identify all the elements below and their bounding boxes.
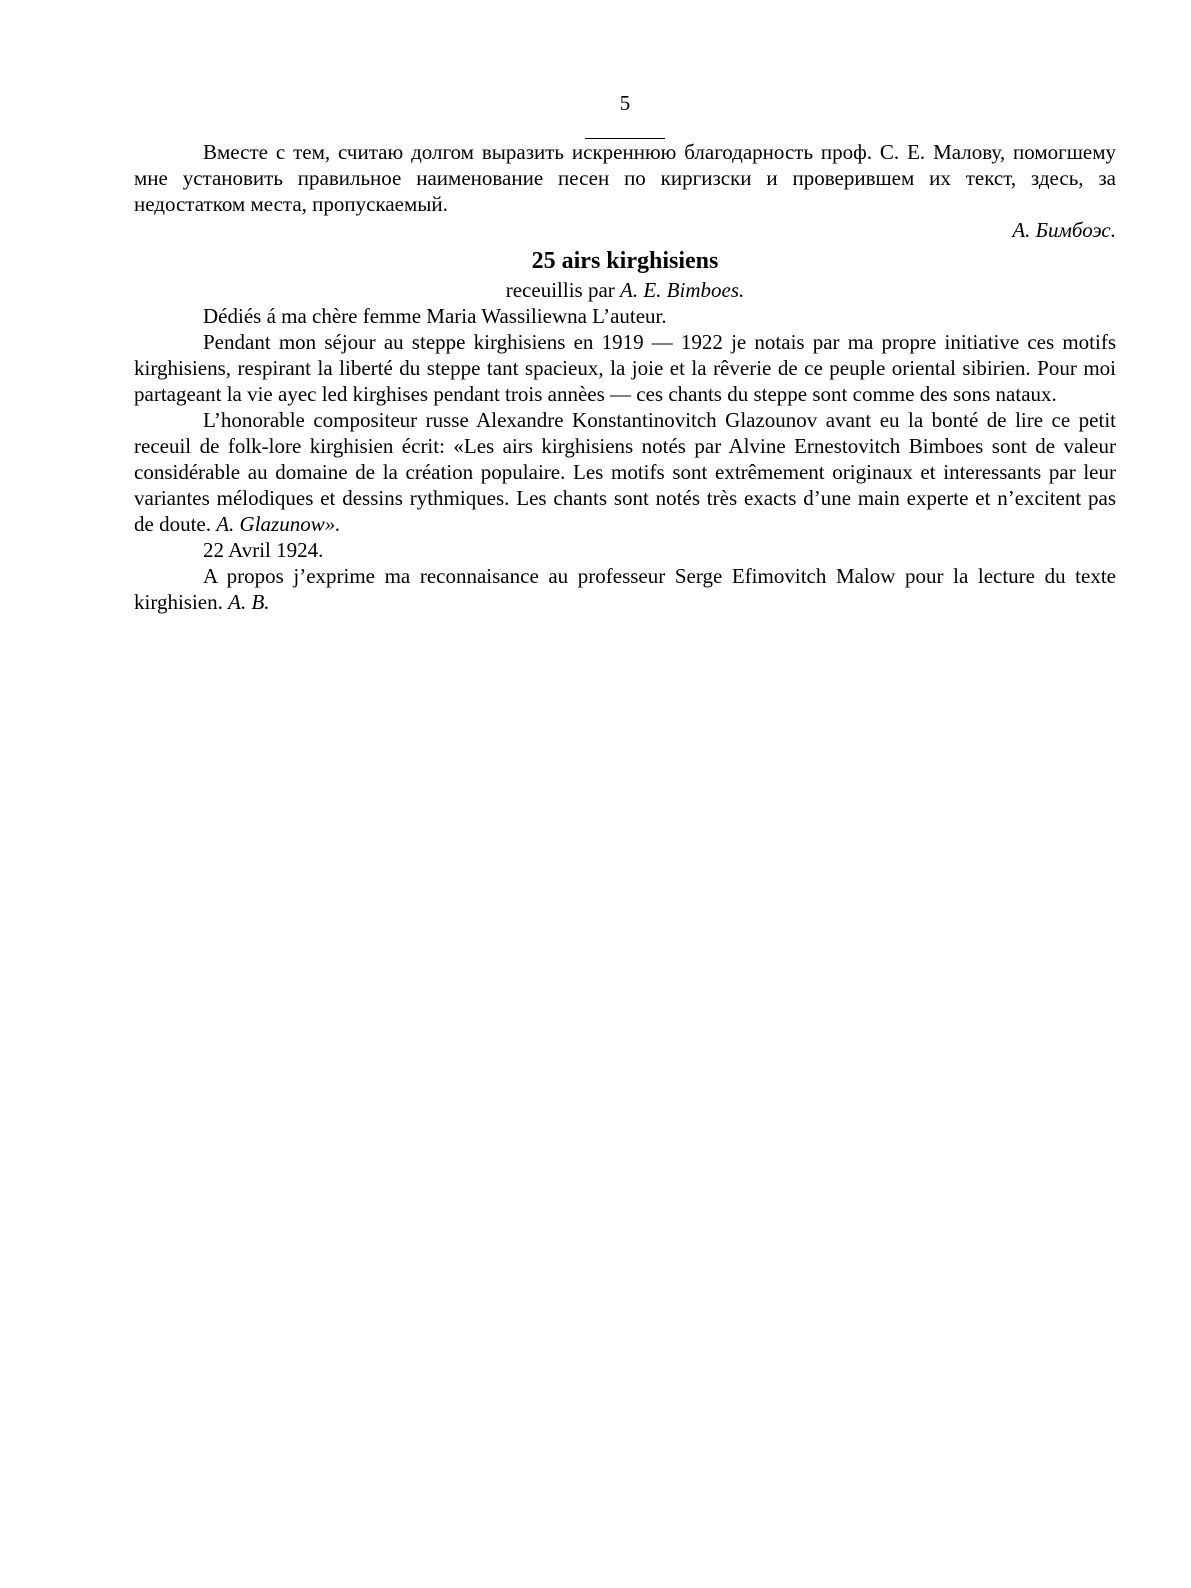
french-paragraph-2 (134, 407, 1116, 537)
glazunov-quote: L’honorable compositeur russe Alexandre Konstantinovitch Glazounov avant eu la bonté de lire ce petit receuil de folk-lore kirghisien écrit: «Les airs kirghisiens notés par Alvine Ernestovitch Bimboes sont de valeur considérable au domaine de la création populaire. Les motifs sont extrêmement originaux et interessants par leur variantes mélodiques et dessins rythmiques. Les chants sont notés très exacts d’une main experte et n’excitent pas de doute. (134, 408, 1116, 536)
acknowledgement-signature: A. B. (228, 590, 270, 614)
page (134, 90, 1116, 615)
acknowledgement-text: A propos j’exprime ma reconnaisance au professeur Serge Efimovitch Malow pour la lecture du texte kirghisien. (134, 564, 1116, 614)
glazunov-signature: A. Glazunow». (216, 512, 341, 536)
page-number: 5 (619, 91, 631, 115)
subtitle-prefix: receuillis par (505, 278, 621, 302)
section-subtitle (134, 277, 1116, 303)
dedication: Dédiés á ma chère femme Maria Wassiliewna L’auteur. (203, 304, 667, 328)
french-paragraph-3 (134, 563, 1116, 615)
russian-paragraph: Вместе с тем, считаю долгом выразить искреннюю благодарность проф. С. Е. Малову, помогшему мне установить правильное наименование песен по киргизски и проверившем их текст, здесь, за недостатком места, пропускаемый. (134, 140, 1116, 216)
french-paragraph-1: Pendant mon séjour au steppe kirghisiens en 1919 — 1922 je notais par ma propre initiative ces motifs kirghisiens, respirant la liberté du steppe tant spacieux, la joie et la rêverie de ce peuple oriental sibirien. Pour moi partageant la vie ayec led kirghises pendant trois annèes — ces chants du steppe sont comme des sons nataux. (134, 330, 1116, 406)
section-title: 25 airs kirghisiens (531, 248, 719, 274)
russian-signature: А. Бимбоэс. (1012, 218, 1116, 242)
date-line: 22 Avril 1924. (203, 538, 324, 562)
subtitle-author: A. E. Bimboes. (620, 278, 745, 302)
